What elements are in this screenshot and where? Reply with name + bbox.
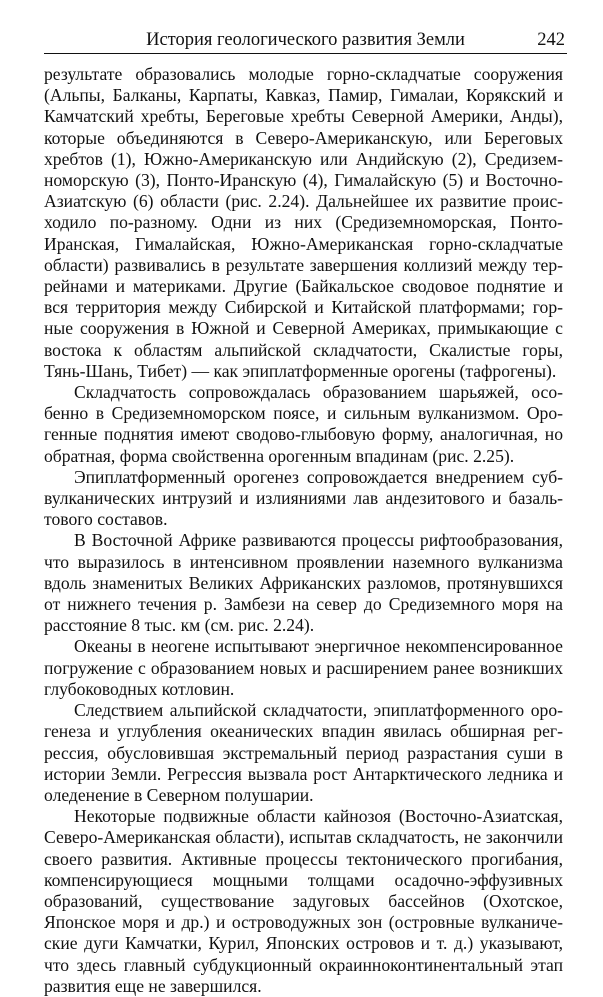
body-text — [44, 64, 563, 997]
page-number: 242 — [537, 30, 565, 50]
paragraph: В Восточной Африке развиваются процессы рифтообразования, что выразилось в интенсивном проявлении наземного вулканизма вдоль знаменитых Великих Африканских разломов, протянувшихся от нижнего течения р. Замбези на север до Средиземного моря на расстояние 8 тыс. км (см. рис. 2.24). — [44, 530, 563, 636]
paragraph: Некоторые подвижные области кайнозоя (Восточно-Азиатская, Северо-Американская области), испытав складчатость, не закончили своего развития. Активные процессы тектонического прогибания, компенсирующиеся мощными толщами осадочно-эффузивных образований, существование задуговых бассейнов (Охотское, Японское моря и др.) и островодужных зон (островные вулканические дуги Камчатки, Курил, Японских островов и т. д.) указывают, что здесь главный субдукционный окраинноконтинентальный этап развития еще не завершился. — [44, 806, 563, 996]
paragraph: Следствием альпийской складчатости, эпиплатформенного орогенеза и углубления океанических впадин явилась обширная регрессия, обусловившая экстремальный период разрастания суши в истории Земли. Регрессия вызвала рост Антарктического ледника и оледенение в Северном полушарии. — [44, 700, 563, 805]
running-header — [44, 29, 567, 54]
paragraph: Складчатость сопровождалась образованием шарьяжей, особенно в Средиземноморском поясе, и сильным вулканизмом. Орогенные поднятия имеют сводово-глыбовую форму, аналогичная, но обратная, форма свойственна орогенным впадинам (рис. 2.25). — [44, 382, 563, 466]
paragraph: результате образовались молодые горно-складчатые сооружения (Альпы, Балканы, Карпаты, Кавказ, Памир, Гималаи, Корякский и Камчатский хребты, Береговые хребты Северной Америки, Анды), которые объединяются в Северо-Американскую, или Береговых хребтов (1), Южно-Американскую или Андийскую (2), Средиземноморскую (3), Понто-Иранскую (4), Гималайскую (5) и Восточно-Азиатскую (6) области (рис. 2.24). Дальнейшее их развитие происходило по-разному. Одни из них (Средиземноморская, Понто-Иранская, Гималайская, Южно-Американская горно-складчатые области) развивались в результате завершения коллизий между террейнами и материками. Другие (Байкальское сводовое поднятие и вся территория между Сибирской и Китайской платформами; горные сооружения в Южной и Северной Америках, примыкающие с востока к областям альпийской складчатости, Скалистые горы, Тянь-Шань, Тибет) — как эпиплатформенные орогены (тафрогены). — [44, 64, 563, 381]
header-title: История геологического развития Земли — [146, 30, 465, 50]
paragraph: Эпиплатформенный орогенез сопровождается внедрением субвулканических интрузий и излияниями лав андезитового и базальтового составов. — [44, 466, 563, 530]
paragraph: Океаны в неогене испытывают энергичное некомпенсированное погружение с образованием новых и расширением ранее возникших глубоководных котловин. — [44, 636, 563, 699]
